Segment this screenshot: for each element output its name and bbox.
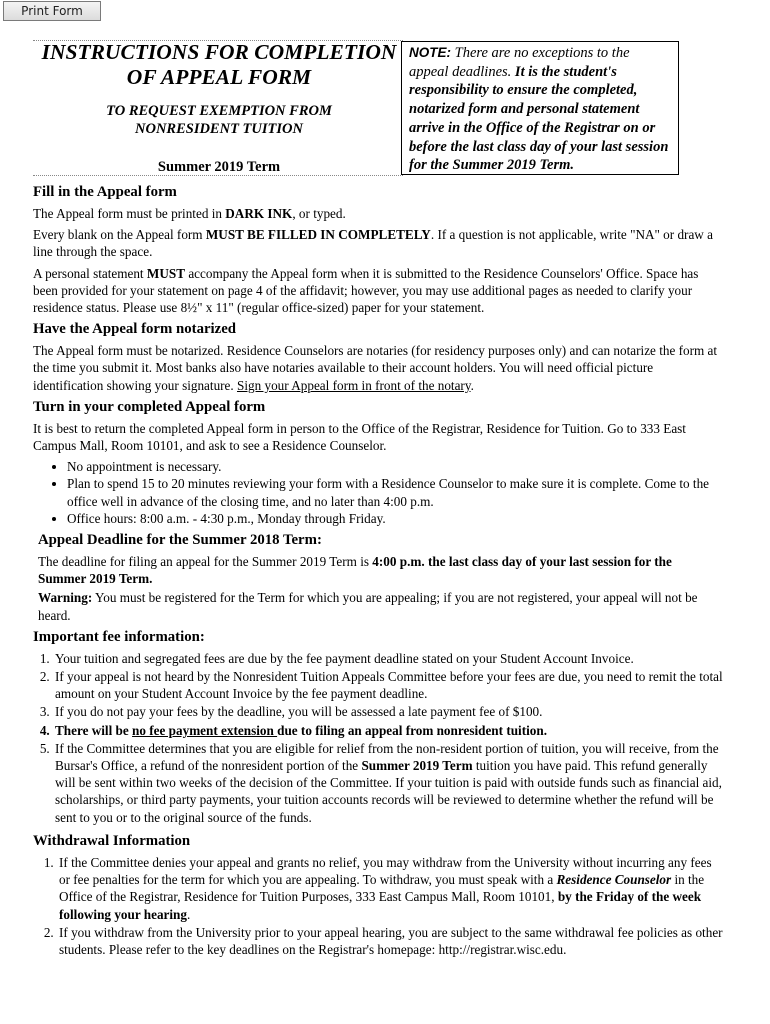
section-withdrawal	[33, 832, 723, 958]
fill-p2-text: Every blank on the Appeal form	[33, 227, 206, 243]
list-item: • Plan to spend 15 to 20 minutes reviewing your form with a Residence Counselor to make sure it is complete. Come to the office well in advance of the closing time, and no later than 4:00 p.m.	[67, 475, 723, 509]
fee-item5-text: If the Committee determines that you are eligible for relief from the non-resident portion of tuition, you will receive, from the Bursar's Office, a refund of the nonresident portion of the	[55, 740, 719, 774]
fill-paragraph-complete	[33, 226, 723, 260]
list-item: 2. If you withdraw from the University prior to your appeal hearing, you are subject to the same withdrawal fee policies as other students. Please refer to the key deadlines on the Registrar's homepage: http://registrar.wisc.edu.	[57, 924, 723, 958]
notarized-text: The Appeal form must be notarized. Residence Counselors are notaries (for residency purposes only) and can notarize the form at the time you submit it. Most banks also have notaries available to their account holders. You will need official picture identification showing your signature.	[33, 343, 718, 393]
fill-p3-text: A personal statement	[33, 265, 147, 281]
section-turn-in	[33, 398, 723, 527]
list-item: 3. If you do not pay your fees by the deadline, you will be assessed a late payment fee of $100.	[53, 703, 723, 720]
fill-p2-emphasis: MUST BE FILLED IN COMPLETELY	[205, 227, 431, 243]
deadline-paragraph	[38, 553, 723, 587]
fee-item4-underlined: no fee payment extension	[132, 722, 278, 738]
section-heading-notarized: Have the Appeal form notarized	[33, 321, 237, 338]
section-heading-deadline: Appeal Deadline for the Summer 2018 Term:	[38, 532, 322, 549]
fee-item4-end: due to filing an appeal from nonresident tuition.	[277, 722, 548, 738]
warning-text: You must be registered for the Term for which you are appealing; if you are not registered, your appeal will not be heard.	[38, 590, 698, 623]
page-title-line1: INSTRUCTIONS FOR COMPLETION	[41, 40, 397, 64]
subtitle	[33, 102, 405, 138]
deadline-emphasis: 4:00 p.m. the last class day of your last session for the Summer 2019 Term.	[38, 554, 672, 587]
withdrawal-list	[33, 854, 723, 958]
term-label: Summer 2019 Term	[157, 159, 281, 175]
notarized-paragraph	[33, 342, 723, 394]
withdrawal-item1-deadline: by the Friday of the week following your hearing	[59, 889, 702, 922]
warning-label: Warning:	[38, 590, 93, 606]
note-label: NOTE:	[409, 45, 451, 60]
list-item	[53, 722, 723, 739]
notarized-end: .	[470, 377, 474, 393]
notarized-underlined: Sign your Appeal form in front of the notary	[237, 377, 471, 393]
withdrawal-item1-text: If the Committee denies your appeal and grants no relief, you may withdraw from the University without incurring any fees or fee penalties for the term for which you are appealing. To withdraw, you must speak with a	[59, 854, 712, 888]
document-header	[33, 40, 681, 176]
fill-p1-text: The Appeal form must be printed in	[33, 206, 226, 221]
fill-p2-end: . If a question is not applicable, write "NA" or draw a line through the space.	[33, 227, 713, 260]
list-item	[57, 854, 723, 923]
withdrawal-item1-emphasis: Residence Counselor	[556, 872, 672, 888]
section-notarized	[33, 320, 723, 394]
warning-paragraph	[38, 589, 723, 623]
list-item	[53, 740, 723, 826]
fill-p1-emphasis: DARK INK	[225, 206, 293, 221]
fee-item5-emphasis: Summer 2019 Term	[361, 758, 473, 774]
section-deadline	[33, 531, 723, 624]
section-heading-turn-in: Turn in your completed Appeal form	[33, 398, 266, 415]
subtitle-line2: NONRESIDENT TUITION	[135, 121, 303, 137]
subtitle-line1: TO REQUEST EXEMPTION FROM	[106, 103, 332, 119]
fill-paragraph-statement	[33, 265, 723, 317]
withdrawal-item1-end: .	[186, 906, 191, 922]
fee-item5-end: tuition you have paid. This refund generally will be sent within two weeks of the decision of the Committee. If your tuition is paid with outside funds such as financial aid, scholarships, or third party payments, your tuition accounts records will be reviewed to determine whether the refund will be sent to you or to the original source of the funds.	[55, 758, 722, 825]
section-heading-withdrawal: Withdrawal Information	[33, 832, 191, 849]
section-heading-fees: Important fee information:	[33, 628, 205, 645]
list-item: 1. Your tuition and segregated fees are due by the fee payment deadline stated on your Student Account Invoice.	[53, 650, 723, 667]
list-item: 2. If your appeal is not heard by the Nonresident Tuition Appeals Committee before your fees are due, you need to remit the total amount on your Student Account Invoice by the fee payment deadline.	[53, 668, 723, 702]
section-heading-fill-in: Fill in the Appeal form	[33, 184, 177, 200]
turnin-paragraph: It is best to return the completed Appeal form in person to the Office of the Registrar, Residence for Tuition. Go to 333 East Campus Mall, Room 10101, and ask to see a Residence Counselor.	[33, 420, 686, 454]
section-fill-in	[33, 183, 723, 316]
fill-paragraph-ink	[33, 205, 723, 222]
fees-list	[33, 650, 723, 826]
note-text-intro: There are no exceptions to the appeal deadlines.	[409, 45, 630, 80]
turnin-bullet-list	[33, 458, 723, 527]
page-title-line2: OF APPEAL FORM	[126, 65, 312, 89]
note-box	[401, 41, 679, 175]
fee-item4-text: There will be	[55, 722, 133, 738]
header-bottom-rule	[33, 175, 403, 176]
instructions-body	[33, 183, 723, 961]
deadline-text: The deadline for filing an appeal for the Summer 2019 Term is	[38, 554, 373, 570]
fill-p3-emphasis: MUST	[146, 265, 186, 281]
section-fees	[33, 628, 723, 826]
withdrawal-item1-middle: in the Office of the Registrar, Residence for Tuition Purposes, 333 East Campus Mall, Room 10101,	[59, 872, 705, 905]
fill-p1-end: , or typed.	[292, 206, 346, 221]
list-item: • Office hours: 8:00 a.m. - 4:30 p.m., Monday through Friday.	[67, 510, 723, 527]
print-form-button[interactable]: Print Form	[3, 1, 101, 21]
note-text-emphasis: It is the student's responsibility to ensure the completed, notarized form and personal statement arrive in the Office of the Registrar on or before the last class day of your last session for the Summer 2019 Term.	[409, 63, 669, 174]
fill-p3-end: accompany the Appeal form when it is submitted to the Residence Counselors' Office. Space has been provided for your statement on page 4 of the affidavit; however, you may use additional pages as needed to clarify your residence status. Please use 8½" x 11" (regular office-sized) paper for your statement.	[33, 265, 699, 316]
header-title-block	[33, 40, 405, 176]
list-item: • No appointment is necessary.	[67, 458, 723, 475]
